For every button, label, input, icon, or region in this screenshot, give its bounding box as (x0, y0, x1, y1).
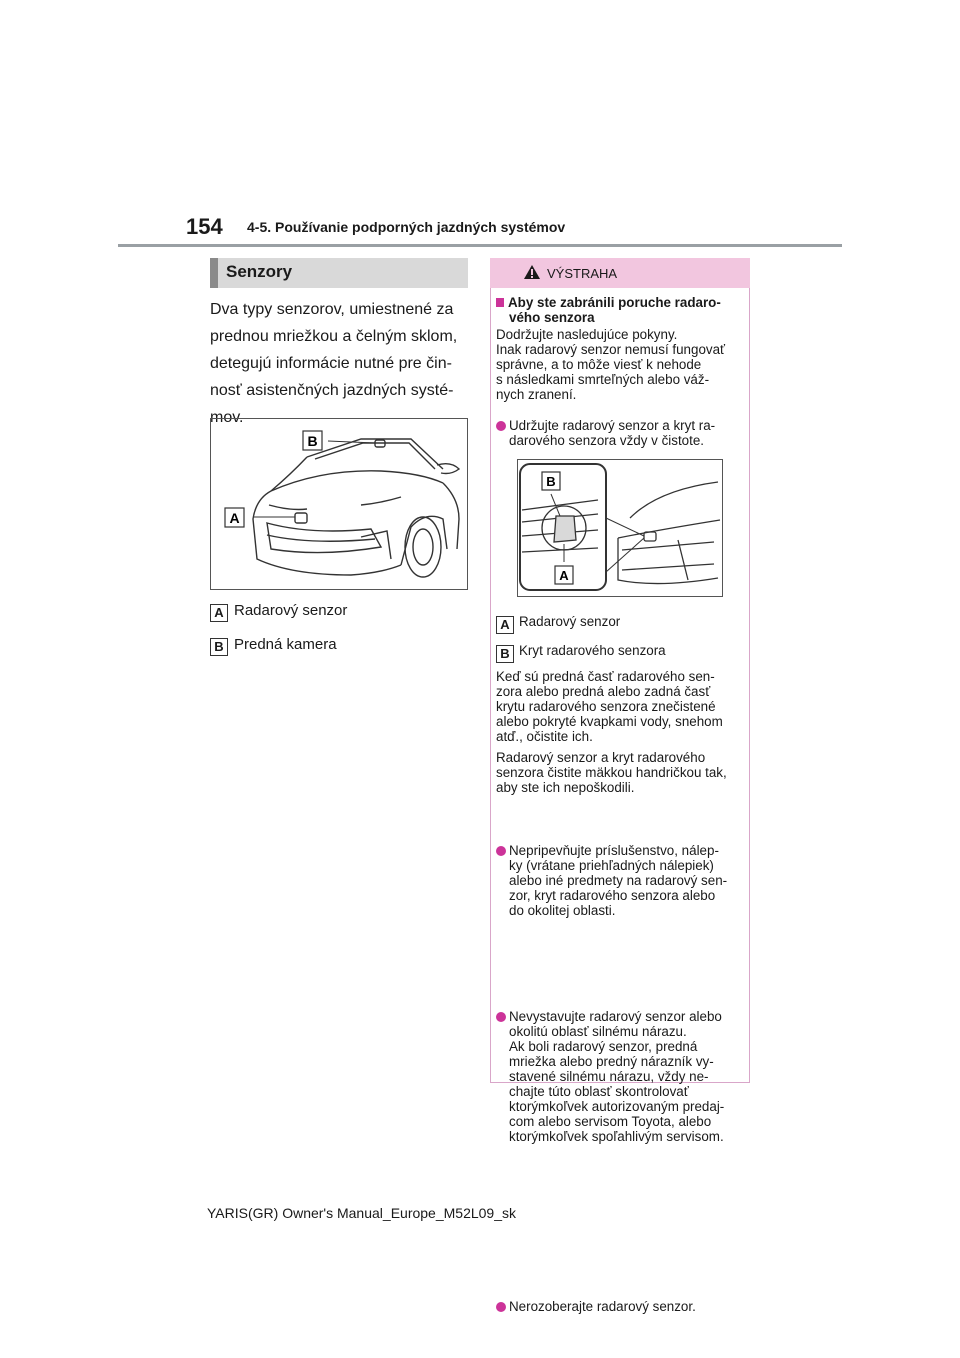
radar-sensor-figure (517, 459, 723, 597)
bullet-line: ktorýmkoľvek autorizovaným predaj- (509, 1099, 725, 1114)
warning-intro-line: správne, a to môže viesť k nehode (496, 357, 702, 372)
bullet-line: Nevystavujte radarový senzor alebo (509, 1009, 722, 1024)
square-bullet-icon (496, 298, 504, 307)
radar-figure-label-a: A (559, 568, 569, 583)
round-bullet-icon (496, 846, 506, 856)
intro-paragraph (210, 296, 472, 431)
warning-intro-line: nych zranení. (496, 387, 577, 402)
intro-line: Dva typy senzorov, umiestnené za (210, 301, 454, 318)
figure-label-b: B (307, 433, 318, 449)
legend-label-a: A (210, 604, 228, 622)
warning-bullet-4 (496, 1299, 749, 1314)
bullet-line: Udržujte radarový senzor a kryt ra- (509, 418, 716, 433)
legend-text-a: Radarový senzor (234, 602, 348, 619)
bullet-line: ky (vrátane priehľadných nálepiek) (509, 858, 714, 873)
warning-subheading-line: vého senzora (509, 310, 595, 325)
intro-line: detegujú informácie nutné pre čin- (210, 355, 452, 372)
intro-line: nosť asistenčných jazdných systé- (210, 382, 454, 399)
legend-label-b: B (210, 638, 228, 656)
figure-label-a: A (229, 510, 240, 526)
bullet-line: stavené silnému nárazu, vždy ne- (509, 1069, 709, 1084)
warning-legend-text-b: Kryt radarového senzora (519, 643, 666, 658)
section-heading (210, 258, 468, 288)
round-bullet-icon (496, 1012, 506, 1022)
bullet-line: do okolitej oblasti. (509, 903, 616, 918)
bullet-line: Nepripevňujte príslušenstvo, nálep- (509, 843, 719, 858)
bullet-line: com alebo servisom Toyota, alebo (509, 1114, 712, 1129)
round-bullet-icon (496, 1302, 506, 1312)
bullet-line: zor, kryt radarového senzora alebo (509, 888, 716, 903)
paragraph-line: zora alebo predná alebo zadná časť (496, 684, 711, 699)
warning-intro-line: Inak radarový senzor nemusí fungovať (496, 342, 726, 357)
page-number: 154 (186, 214, 223, 239)
warning-title: VÝSTRAHA (547, 266, 618, 281)
radar-figure-label-b: B (546, 474, 556, 489)
warning-bullet-3 (496, 1009, 749, 1144)
paragraph-line: Radarový senzor a kryt radarového (496, 750, 706, 765)
warning-intro (496, 327, 748, 402)
paragraph-line: aby ste ich nepoškodili. (496, 780, 635, 795)
bullet-line: darového senzora vždy v čistote. (509, 433, 705, 448)
paragraph-line: krytu radarového senzora znečistené (496, 699, 716, 714)
bullet-line: Ak boli radarový senzor, predná (509, 1039, 698, 1054)
section-heading-text: Senzory (226, 262, 293, 281)
bullet-line: chajte túto oblasť skontrolovať (509, 1084, 689, 1099)
warning-intro-line: Dodržujte nasledujúce pokyny. (496, 327, 678, 342)
warning-triangle-icon (523, 264, 541, 280)
radar-sensor-illustration (518, 460, 722, 596)
car-sensors-figure (210, 418, 468, 590)
warning-subheading-line: Aby ste zabránili poruche radaro- (496, 295, 746, 310)
warning-bullet-1 (496, 418, 749, 448)
paragraph-line: Keď sú predná časť radarového sen- (496, 669, 715, 684)
warning-legend-label-a: A (496, 616, 514, 634)
round-bullet-icon (496, 421, 506, 431)
warning-subheading (496, 295, 746, 325)
car-front-illustration (211, 419, 467, 589)
bullet-line: mriežka alebo predný nárazník vy- (509, 1054, 714, 1069)
paragraph-line: atď., očistite ich. (496, 729, 593, 744)
warning-header (490, 258, 750, 288)
warning-legend-label-b: B (496, 645, 514, 663)
warning-legend-item-b (496, 643, 666, 663)
warning-intro-line: s následkami smrteľných alebo váž- (496, 372, 710, 387)
warning-paragraph-2 (496, 750, 748, 795)
header-rule (118, 244, 842, 247)
bullet-line: okolitú oblasť silnému nárazu. (509, 1024, 687, 1039)
paragraph-line: senzora čistite mäkkou handričkou tak, (496, 765, 727, 780)
bullet-line: ktorýmkoľvek spoľahlivým servisom. (509, 1129, 724, 1144)
legend-item-a (210, 602, 347, 622)
intro-line: mov. (210, 409, 244, 426)
warning-paragraph-1 (496, 669, 748, 744)
warning-legend-item-a (496, 614, 620, 634)
warning-bullet-2 (496, 843, 749, 918)
bullet-line: alebo iné predmety na radarový sen- (509, 873, 728, 888)
legend-text-b: Predná kamera (234, 636, 337, 653)
warning-legend-text-a: Radarový senzor (519, 614, 621, 629)
paragraph-line: alebo pokryté kvapkami vody, snehom (496, 714, 723, 729)
bullet-line: Nerozoberajte radarový senzor. (509, 1299, 696, 1314)
chapter-title: 4-5. Používanie podporných jazdných systémov (247, 219, 566, 235)
legend-item-b (210, 636, 337, 656)
intro-line: prednou mriežkou a čelným sklom, (210, 328, 458, 345)
footer-manual-id: YARIS(GR) Owner's Manual_Europe_M52L09_sk (207, 1205, 516, 1221)
